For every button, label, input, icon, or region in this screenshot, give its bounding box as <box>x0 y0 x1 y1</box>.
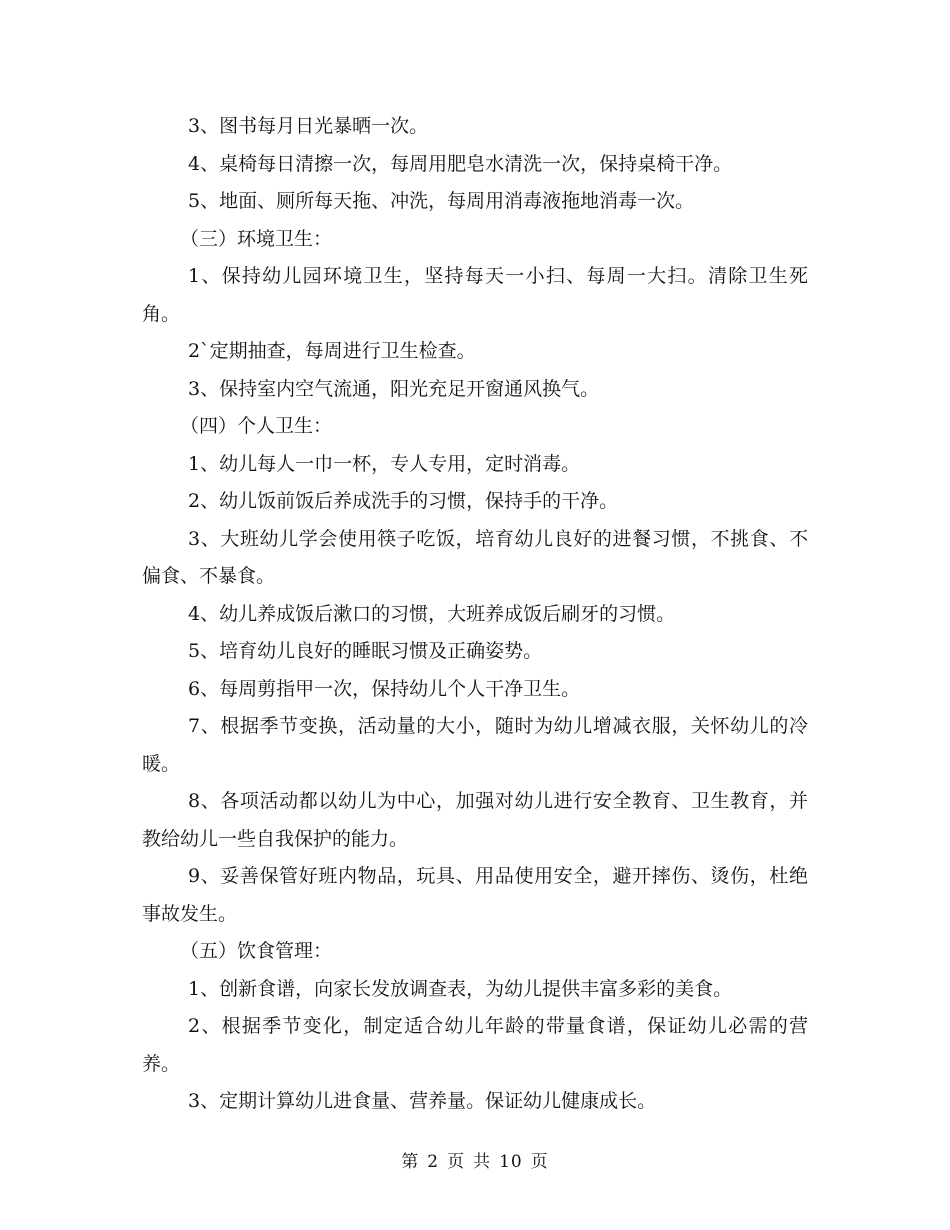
list-item: 3、大班幼儿学会使用筷子吃饭，培育幼儿良好的进餐习惯，不挑食、不偏食、不暴食。 <box>142 527 808 587</box>
list-item: 5、地面、厕所每天拖、冲洗，每周用消毒液拖地消毒一次。 <box>188 190 695 212</box>
list-item: 1、幼儿每人一巾一杯，专人专用，定时消毒。 <box>188 452 581 475</box>
list-item: 3、定期计算幼儿进食量、营养量。保证幼儿健康成长。 <box>188 1090 657 1112</box>
list-item: 8、各项活动都以幼儿为中心，加强对幼儿进行安全教育、卫生教育，并教给幼儿一些自我保护的能力。 <box>142 790 808 850</box>
list-item: 1、创新食谱，向家长发放调查表，为幼儿提供丰富多彩的美食。 <box>188 977 733 1000</box>
list-item: 4、幼儿养成饭后漱口的习惯，大班养成饭后刷牙的习惯。 <box>188 602 676 625</box>
list-item: 1、保持幼儿园环境卫生，坚持每天一小扫、每周一大扫。清除卫生死角。 <box>142 265 808 325</box>
list-item: 3、图书每月日光暴晒一次。 <box>188 115 429 137</box>
list-item: 2、根据季节变化，制定适合幼儿年龄的带量食谱，保证幼儿必需的营养。 <box>142 1015 808 1075</box>
list-item: 4、桌椅每日清擦一次，每周用肥皂水清洗一次，保持桌椅干净。 <box>188 152 733 175</box>
footer-total-word: 共 <box>473 1152 492 1172</box>
list-item: 5、培育幼儿良好的睡眠习惯及正确姿势。 <box>188 640 543 662</box>
footer-suffix: 页 <box>530 1152 549 1172</box>
section-heading-diet: （五）饮食管理： <box>180 940 333 962</box>
document-body <box>142 108 808 1121</box>
footer-page-word: 页 <box>447 1152 466 1172</box>
footer-prefix: 第 <box>401 1152 420 1172</box>
section-heading-environment: （三）环境卫生： <box>180 227 333 250</box>
list-item: 3、保持室内空气流通，阳光充足开窗通风换气。 <box>188 377 600 400</box>
list-item: 9、妥善保管好班内物品，玩具、用品使用安全，避开摔伤、烫伤，杜绝事故发生。 <box>142 865 808 925</box>
list-item: 7、根据季节变换，活动量的大小，随时为幼儿增减衣服，关怀幼儿的冷暖。 <box>142 715 808 775</box>
list-item: 2`定期抽查，每周进行卫生检查。 <box>188 340 476 362</box>
page-footer <box>0 1147 950 1172</box>
list-item: 6、每周剪指甲一次，保持幼儿个人干净卫生。 <box>188 677 581 700</box>
list-item: 2、幼儿饭前饭后养成洗手的习惯，保持手的干净。 <box>188 490 619 512</box>
footer-current-page: 2 <box>427 1152 440 1172</box>
section-heading-personal-hygiene: （四）个人卫生： <box>180 415 333 437</box>
footer-total-pages: 10 <box>499 1152 523 1172</box>
